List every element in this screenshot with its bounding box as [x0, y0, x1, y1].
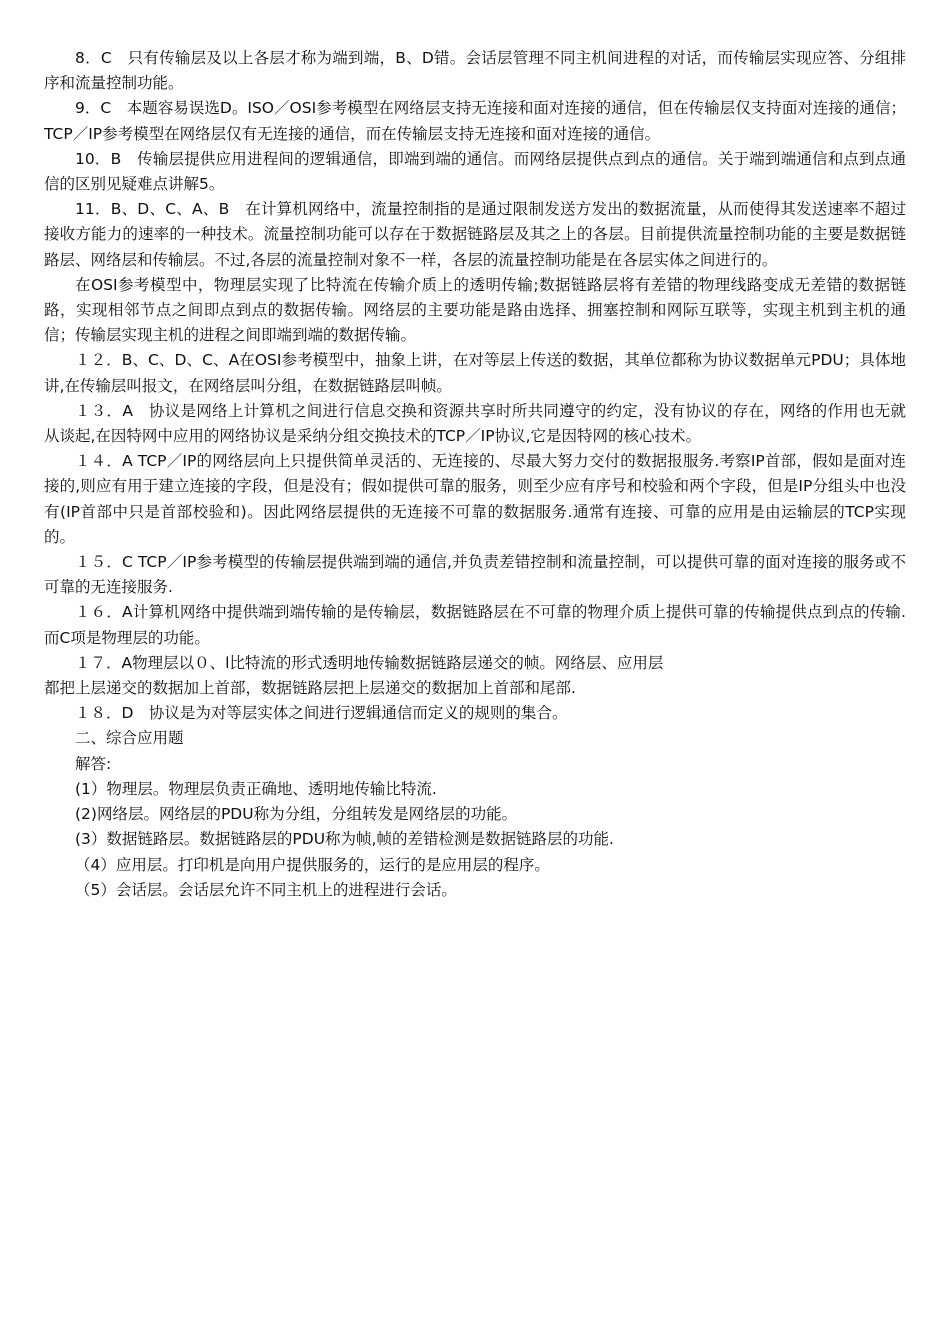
answer-paragraph-9: 9．C 本题容易误选D。ISO／OSI参考模型在网络层支持无连接和面对连接的通信，但在传输层仅支持面对连接的通信；TCP／IP参考模型在网络层仅有无连接的通信，而在传输层支持无连接和面对连接的通信。	[44, 99, 906, 143]
answer-paragraph-17-line2: 都把上层递交的数据加上首部，数据链路层把上层递交的数据加上首部和尾部.	[44, 679, 576, 698]
answer-item-4: （4）应用层。打印机是向用户提供服务的，运行的是应用层的程序。	[75, 855, 550, 874]
answer-paragraph-16: １６．A计算机网络中提供端到端传输的是传输层，数据链路层在不可靠的物理介质上提供可靠的传输提供点到点的传输.而C项是物理层的功能。	[44, 603, 906, 647]
answer-paragraph-13: １３．A 协议是网络上计算机之间进行信息交换和资源共享时所共同遵守的约定，没有协议的存在，网络的作用也无就从谈起,在因特网中应用的网络协议是采纳分组交换技术的TCP／IP协议,它是因特网的核心技术。	[44, 401, 906, 446]
answer-paragraph-15: １５．C TCP／IP参考模型的传输层提供端到端的通信,并负责差错控制和流量控制，可以提供可靠的面对连接的服务或不可靠的无连接服务.	[44, 553, 906, 597]
answer-paragraph-11-osi: 在OSI参考模型中，物理层实现了比特流在传输介质上的透明传输;数据链路层将有差错的物理线路变成无差错的数据链路，实现相邻节点之间即点到点的数据传输。网络层的主要功能是路由选择、拥塞控制和网际互联等，实现主机到主机的通信；传输层实现主机的进程之间即端到端的数据传输。	[44, 275, 906, 345]
answer-paragraph-17-line1: １７．A物理层以０、l比特流的形式透明地传输数据链路层递交的帧。网络层、应用层	[75, 653, 664, 672]
document-page	[44, 46, 906, 903]
answer-paragraph-10: 10．B 传输层提供应用进程间的逻辑通信，即端到端的通信。而网络层提供点到点的通信。关于端到端通信和点到点通信的区别见疑难点讲解5。	[44, 149, 906, 194]
answer-item-5: （5）会话层。会话层允许不同主机上的进程进行会话。	[75, 880, 457, 899]
answer-paragraph-18: １８．D 协议是为对等层实体之间进行逻辑通信而定义的规则的集合。	[75, 704, 568, 723]
answer-label: 解答:	[75, 754, 112, 773]
answer-item-3: (3）数据链路层。数据链路层的PDU称为帧,帧的差错检测是数据链路层的功能.	[75, 830, 614, 849]
answer-paragraph-8: 8．C 只有传输层及以上各层才称为端到端，B、D错。会话层管理不同主机间进程的对话，而传输层实现应答、分组排序和流量控制功能。	[44, 49, 906, 93]
answer-paragraph-14: １４．A TCP／IP的网络层向上只提供简单灵活的、无连接的、尽最大努力交付的数据报服务.考察IP首部，假如是面对连接的,则应有用于建立连接的字段，但是没有；假如提供可靠的服务，则至少应有序号和校验和两个字段，但是IP分组头中也没有(IP首部中只是首部校验和)。因此网络层提供的无连接不可靠的数据服务.通常有连接、可靠的应用是由运输层的TCP实现的。	[44, 452, 906, 546]
answer-paragraph-12: １２．B、C、D、C、A在OSI参考模型中，抽象上讲，在对等层上传送的数据，其单位都称为协议数据单元PDU；具体地讲,在传输层叫报文，在网络层叫分组，在数据链路层叫帧。	[44, 351, 906, 395]
section-heading: 二、综合应用题	[75, 729, 184, 748]
answer-item-1: (1）物理层。物理层负责正确地、透明地传输比特流.	[75, 779, 437, 798]
answer-paragraph-11: 11．B、D、C、A、B 在计算机网络中，流量控制指的是通过限制发送方发出的数据流量，从而使得其发送速率不超过接收方能力的速率的一种技术。流量控制功能可以存在于数据链路层及其之上的各层。目前提供流量控制功能的主要是数据链路层、网络层和传输层。不过,各层的流量控制对象不一样，各层的流量控制功能是在各层实体之间进行的。	[44, 200, 906, 269]
answer-item-2: (2)网络层。网络层的PDU称为分组，分组转发是网络层的功能。	[75, 805, 518, 824]
